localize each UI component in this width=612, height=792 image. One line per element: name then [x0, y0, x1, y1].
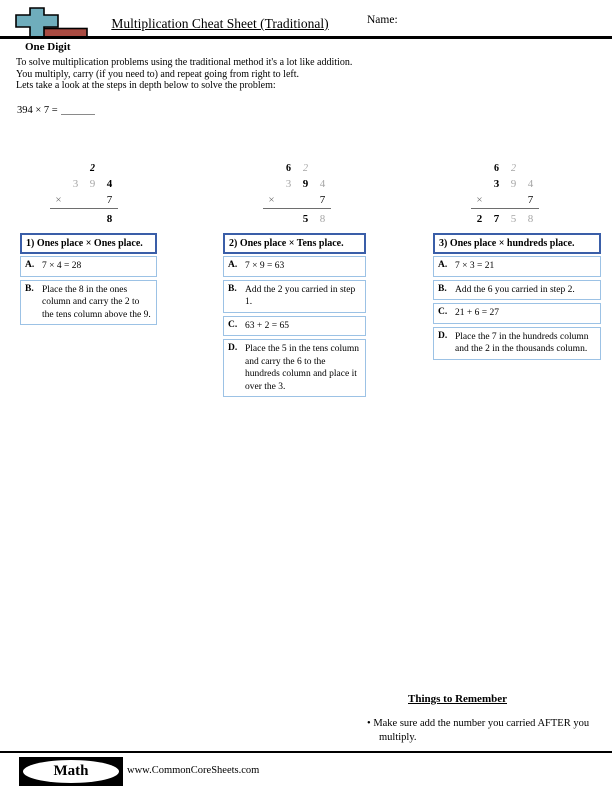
digit-cell: 9	[302, 178, 309, 190]
step-row-text: 7 × 9 = 63	[245, 261, 285, 271]
multiplier-row	[263, 193, 331, 208]
digit-cell	[280, 193, 297, 208]
digit-cell	[263, 176, 280, 193]
step-box-1	[20, 233, 157, 328]
step-row	[433, 256, 601, 277]
remember-bullet-item: • Make sure add the number you carried AFTER you multiply.	[367, 718, 590, 743]
step-box-3	[433, 233, 601, 363]
step-row-text: Place the 5 in the tens column and carry the 6 to the hundreds column and place it over the 3.	[245, 344, 359, 392]
digit-cell: 3	[493, 178, 500, 190]
step-box-title: 3) Ones place × hundreds place.	[433, 233, 601, 254]
digit-cell: 4	[527, 178, 534, 190]
digit-cell: 4	[106, 178, 113, 190]
step-row-letter: B.	[438, 283, 447, 294]
intro-line: You multiply, carry (if you need to) and repeat going from right to left.	[16, 68, 299, 80]
digit-cell	[280, 211, 297, 225]
digit-cell: 7	[527, 194, 534, 206]
step-row-text: 7 × 3 = 21	[455, 261, 495, 271]
digit-cell: 9	[510, 178, 517, 190]
digit-cell: 7	[106, 194, 113, 206]
digit-cell: 2	[303, 163, 308, 174]
multiplier-row	[50, 193, 118, 208]
answer-row	[471, 209, 539, 225]
digit-cell	[314, 162, 331, 176]
problem-expression: 394 × 7 =	[17, 105, 58, 116]
answer-blank-field[interactable]	[61, 105, 95, 115]
things-to-remember-heading: Things to Remember	[408, 693, 507, 705]
step-row-letter: D.	[228, 343, 238, 354]
step-row-text: Add the 6 you carried in step 2.	[455, 284, 575, 295]
digit-cell	[471, 162, 488, 176]
step-row	[433, 303, 601, 324]
intro-text	[16, 57, 352, 92]
digit-cell	[50, 211, 67, 225]
digit-cell	[522, 162, 539, 176]
digit-cell	[297, 193, 314, 208]
multiplicand-row	[471, 176, 539, 193]
digit-cell	[488, 193, 505, 208]
step-box-2	[223, 233, 366, 400]
subject-badge	[19, 757, 123, 786]
remember-bullet-text: Make sure add the number you carried AFTER you multiply.	[373, 718, 590, 743]
step-row-letter: C.	[438, 307, 448, 318]
intro-line: To solve multiplication problems using the traditional method it's a lot like addition.	[16, 57, 353, 68]
digit-cell	[84, 193, 101, 208]
step-box-title: 2) Ones place × Tens place.	[223, 233, 366, 254]
answer-row	[263, 209, 331, 225]
step-row-letter: A.	[438, 260, 448, 270]
digit-cell: 8	[527, 213, 534, 225]
multiplicand-row	[263, 176, 331, 193]
step-row-letter: D.	[438, 330, 448, 341]
step-row	[20, 256, 157, 277]
multiplication-example-1	[50, 162, 118, 225]
step-row-text: Add the 2 you carried in step 1.	[245, 284, 356, 308]
step-row	[223, 256, 366, 277]
digit-cell: 3	[285, 178, 292, 190]
step-row	[223, 316, 366, 337]
answer-row	[50, 209, 118, 225]
digit-cell: 9	[89, 178, 96, 190]
digit-cell: 2	[90, 163, 95, 174]
problem-statement	[17, 105, 95, 116]
digit-cell: 5	[302, 213, 309, 225]
digit-cell	[67, 193, 84, 208]
digit-cell: 8	[106, 213, 113, 225]
digit-cell: 6	[494, 163, 499, 174]
digit-cell: 7	[319, 194, 326, 206]
step-row	[223, 339, 366, 397]
digit-cell	[505, 193, 522, 208]
intro-line: Lets take a look at the steps in depth below to solve the problem:	[16, 80, 276, 92]
step-row-text: 7 × 4 = 28	[42, 261, 82, 271]
step-row	[20, 280, 157, 326]
digit-cell: 2	[476, 213, 483, 225]
step-row-letter: B.	[25, 283, 34, 294]
step-row-letter: A.	[25, 260, 35, 270]
header-divider	[0, 36, 612, 39]
step-row-text: 63 + 2 = 65	[245, 320, 289, 331]
digit-cell: ×	[55, 194, 62, 206]
digit-cell	[101, 162, 118, 176]
digit-cell: 3	[72, 178, 79, 190]
multiplier-row	[471, 193, 539, 208]
step-row-letter: C.	[228, 319, 238, 330]
digit-cell	[471, 176, 488, 193]
page-title: Multiplication Cheat Sheet (Traditional)	[111, 16, 329, 31]
step-row-letter: B.	[228, 283, 237, 294]
subject-badge-label: Math	[23, 760, 119, 783]
step-row-letter: A.	[228, 260, 238, 270]
digit-cell: 5	[510, 213, 517, 225]
digit-cell: 4	[319, 178, 326, 190]
digit-cell: ×	[476, 194, 483, 206]
multiplicand-row	[50, 176, 118, 193]
carry-row	[471, 162, 539, 176]
digit-cell: ×	[268, 194, 275, 206]
digit-cell: 7	[493, 213, 500, 225]
footer-divider	[0, 751, 612, 753]
step-row	[433, 327, 601, 360]
carry-row	[263, 162, 331, 176]
digit-cell	[50, 162, 67, 176]
digit-cell	[67, 162, 84, 176]
step-row-text: 21 + 6 = 27	[455, 308, 499, 319]
step-row-text: Place the 8 in the ones column and carry the 2 to the tens column above the 9.	[42, 284, 151, 320]
multiplication-example-2	[263, 162, 331, 225]
step-box-title: 1) Ones place × Ones place.	[20, 233, 157, 254]
digit-cell	[263, 211, 280, 225]
digit-cell: 8	[319, 213, 326, 225]
digit-cell: 2	[511, 163, 516, 174]
carry-row	[50, 162, 118, 176]
step-row	[433, 280, 601, 301]
digit-cell	[67, 211, 84, 225]
name-label: Name:	[367, 14, 398, 26]
multiplication-example-3	[471, 162, 539, 225]
digit-cell	[84, 211, 101, 225]
section-heading: One Digit	[25, 41, 71, 53]
digit-cell: 6	[286, 163, 291, 174]
step-row-text: Place the 7 in the hundreds column and the 2 in the thousands column.	[455, 331, 589, 355]
website-url: www.CommonCoreSheets.com	[127, 765, 260, 776]
digit-cell	[263, 162, 280, 176]
step-row	[223, 280, 366, 313]
digit-cell	[50, 176, 67, 193]
